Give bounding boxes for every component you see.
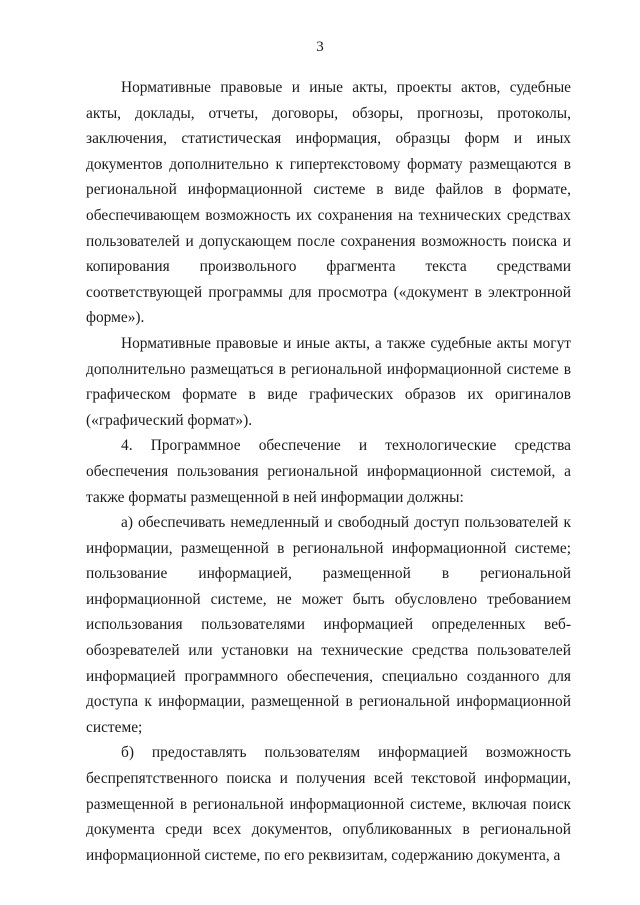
paragraph-formats-electronic: Нормативные правовые и иные акты, проекты актов, судебные акты, доклады, отчеты, договоры, обзоры, прогнозы, протоколы, заключения, статистическая информация, образцы форм и иных документов дополнительно к гипертекстовому формату размещаются в региональной информационной системе в виде файлов в формате, обеспечивающем возможность их сохранения на технических средствах пользователей и допускающем после сохранения возможность поиска и копирования произвольного фрагмента текста средствами соответствующей программы для просмотра («документ в электронной форме»).: [86, 79, 571, 327]
paragraph-item-4b: б) предоставлять пользователям информацией возможность беспрепятственного поиска и получения всей текстовой информации, размещенной в региональной информационной системе, включая поиск документа среди всех документов, опубликованных в региональной информационной системе, по его реквизитам, содержанию документа, а: [86, 744, 571, 864]
paragraph-graphic-format: Нормативные правовые и иные акты, а также судебные акты могут дополнительно размещаться в региональной информационной системе в графическом формате в виде графических образов их оригиналов («графический формат»).: [86, 334, 571, 429]
document-body: [86, 75, 571, 868]
paragraph-item-4a: а) обеспечивать немедленный и свободный доступ пользователей к информации, размещенной в региональной информационной системе; пользование информацией, размещенной в региональной информационной системе, не может быть обусловлено требованием использования пользователями информацией определенных веб-обозревателей или установки на технические средства пользователей информацией программного обеспечения, специально созданного для доступа к информации, размещенной в региональной информационной системе;: [86, 514, 571, 736]
paragraph-item-4: 4. Программное обеспечение и технологические средства обеспечения пользования региональной информационной системой, а также форматы размещенной в ней информации должны:: [86, 437, 571, 506]
page-number: 3: [316, 39, 324, 55]
